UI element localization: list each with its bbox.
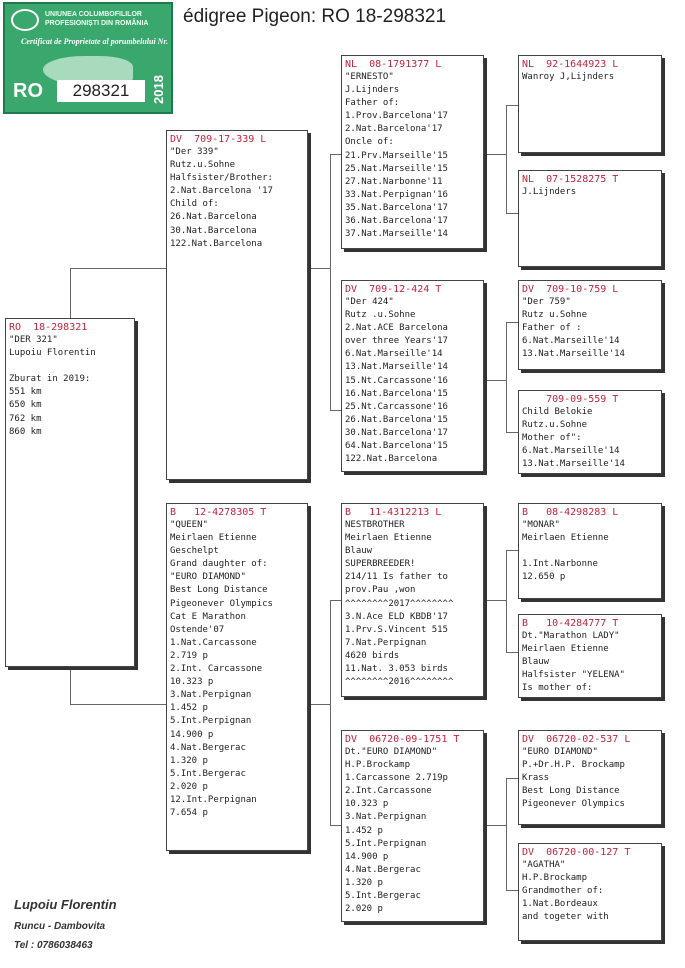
ring-number: DV 709-12-424 T — [345, 284, 442, 295]
owner-name: Lupoiu Florentin — [14, 897, 117, 912]
ring-number: B 10-4284777 T — [522, 618, 619, 629]
pedigree-line: "MONAR" — [522, 520, 560, 530]
pedigree-line: Cat E Marathon — [170, 611, 246, 622]
sire-dam-dam-card — [518, 390, 662, 474]
pedigree-line: 1.Prv.S.Vincent 515 — [345, 624, 448, 635]
pedigree-line: 16.Nat.Barcelona'15 — [345, 388, 448, 399]
pedigree-line: 1.320 p — [345, 877, 383, 888]
pigeon-details — [522, 296, 658, 361]
pedigree-line: Child of: — [170, 199, 219, 210]
pedigree-line: Meirlaen Etienne — [522, 644, 609, 655]
dam-sire-dam-card — [518, 614, 662, 698]
pedigree-line: 5.Int.Perpignan — [345, 838, 427, 849]
pedigree-line: 6.Nat.Marseille'14 — [345, 349, 443, 360]
pedigree-line: 4.Nat.Bergerac — [345, 864, 421, 875]
ring-number: DV 06720-00-127 T — [522, 847, 631, 858]
dam-sire-sire-card — [518, 503, 662, 599]
pedigree-line: 12.650 p — [522, 572, 566, 583]
pigeon-details — [345, 746, 480, 916]
ring-number: NL 07-1528275 T — [522, 174, 619, 185]
pigeon-details — [345, 71, 480, 241]
pigeon-details — [522, 859, 658, 924]
certificate-stamp — [3, 2, 173, 114]
pedigree-line: 6.Nat.Marseille'14 — [522, 336, 620, 347]
pedigree-line: 11.Nat. 3.053 birds — [345, 664, 448, 675]
pedigree-line: Father of: — [345, 98, 400, 109]
pedigree-line: Rutz u.Sohne — [522, 310, 588, 321]
pedigree-line: Meirlaen Etienne — [345, 533, 432, 544]
certificate-header: UNIUNEA COLUMBOFILILOR PROFESIONIȘTI DIN ROMÂNIA — [45, 11, 149, 27]
page-title: édigree Pigeon: RO 18-298321 — [183, 6, 447, 27]
sire-sire-sire-card — [518, 55, 662, 153]
pedigree-line: 4.Nat.Bergerac — [170, 742, 246, 753]
certificate-subtitle: Certificat de Proprietate al porumbelului Nr. — [21, 37, 169, 46]
pedigree-line: Halfsister "YELENA" — [522, 670, 625, 681]
pedigree-line: Ostende'07 — [170, 624, 225, 635]
certificate-number: 298321 — [57, 80, 145, 102]
pedigree-line: "EURO DIAMOND" — [522, 747, 598, 757]
pigeon-details — [522, 746, 658, 811]
pedigree-line: 1.Nat.Bordeaux — [522, 899, 598, 910]
pedigree-line: 2.Nat.Barcelona '17 — [170, 186, 273, 197]
pedigree-line: Pigeonever Olympics — [170, 598, 273, 609]
pedigree-line: Rutz .u.Sohne — [345, 310, 416, 321]
pedigree-line: 35.Nat.Barcelona'17 — [345, 202, 448, 213]
sire-sire-card — [341, 55, 484, 249]
pedigree-line: 13.Nat.Marseille'14 — [522, 459, 625, 470]
pedigree-line: 4620 birds — [345, 650, 400, 661]
dam-dam-card — [341, 730, 484, 922]
pedigree-line: Best Long Distance — [522, 786, 620, 797]
pedigree-line: Zburat in 2019: — [9, 374, 91, 385]
ring-number: NL 92-1644923 L — [522, 59, 619, 70]
ring-number: B 08-4298283 L — [522, 507, 619, 518]
pedigree-line: J.Lijnders — [522, 187, 577, 197]
pedigree-line: J.Lijnders — [345, 85, 400, 96]
pedigree-line: ^^^^^^^^2016^^^^^^^^ — [345, 677, 454, 688]
ring-number: RO 18-298321 — [9, 322, 88, 333]
pedigree-line: 860 km — [9, 426, 42, 437]
ring-number: B 11-4312213 L — [345, 507, 442, 518]
pedigree-line: 10.323 p — [170, 677, 214, 688]
pedigree-line — [9, 360, 131, 373]
owner-phone: Tel : 0786038463 — [14, 940, 93, 951]
pigeon-details — [522, 519, 658, 584]
pedigree-line: Dt."Marathon LADY" — [522, 631, 620, 641]
pedigree-line: 1.Nat.Carcassone — [170, 637, 257, 648]
pedigree-line: 2.Nat.Barcelona'17 — [345, 124, 443, 135]
pedigree-line: 2.020 p — [170, 781, 208, 792]
pedigree-line: Child Belokie — [522, 407, 593, 417]
pedigree-line: 12.Int.Perpignan — [170, 794, 257, 805]
pedigree-line: "DER 321" — [9, 335, 58, 345]
pedigree-line: and togeter with — [522, 912, 609, 923]
dam-dam-dam-card — [518, 843, 662, 941]
pedigree-line: "Der 339" — [170, 147, 219, 157]
pedigree-line: Rutz.u.Sohne — [522, 420, 588, 431]
pedigree-line: 1.Prov.Barcelona'17 — [345, 111, 448, 122]
owner-location: Runcu - Dambovita — [14, 921, 106, 932]
pedigree-line: 37.Nat.Marseille'14 — [345, 229, 448, 240]
pedigree-line: "AGATHA" — [522, 860, 566, 870]
pedigree-line: 10.323 p — [345, 799, 389, 810]
pedigree-line: 14.900 p — [345, 851, 389, 862]
pedigree-line: 2.Nat.ACE Barcelona — [345, 323, 448, 334]
pedigree-line: 25.Nt.Carcassone'16 — [345, 401, 448, 412]
ring-number: DV 709-10-759 L — [522, 284, 619, 295]
pedigree-line: 122.Nat.Barcelona — [345, 454, 438, 465]
pedigree-line: 650 km — [9, 400, 42, 411]
pedigree-line: 21.Prv.Marseille'15 — [345, 150, 448, 161]
pedigree-line: Blauw — [345, 546, 373, 557]
pedigree-line: Pigeonever Olympics — [522, 799, 625, 810]
union-logo-icon — [11, 9, 39, 31]
ring-number: 709-09-559 T — [522, 394, 619, 405]
pedigree-line: Oncle of: — [345, 137, 394, 148]
pedigree-line: 25.Nat.Marseille'15 — [345, 163, 448, 174]
pedigree-line: Mother of": — [522, 433, 582, 444]
pedigree-line: over three Years'17 — [345, 336, 448, 347]
pedigree-line — [522, 545, 658, 558]
pedigree-line: H.P.Brockamp — [522, 873, 588, 884]
pigeon-details — [345, 296, 480, 466]
pedigree-line: 30.Nat.Barcelona'17 — [345, 427, 448, 438]
pedigree-line: 13.Nat.Marseille'14 — [345, 362, 448, 373]
ring-number: DV 06720-09-1751 T — [345, 734, 460, 745]
pedigree-line: 7.654 p — [170, 808, 208, 819]
pedigree-line: 1.Int.Narbonne — [522, 559, 598, 570]
pedigree-line: Blauw — [522, 657, 550, 668]
dam-dam-sire-card — [518, 730, 662, 825]
pedigree-line: 1.Carcassone 2.719p — [345, 773, 448, 784]
pedigree-line: 3.Nat.Perpignan — [170, 690, 252, 701]
pigeon-details — [522, 71, 658, 84]
pedigree-line: 1.452 p — [345, 825, 383, 836]
pigeon-details — [522, 406, 658, 471]
pigeon-details — [170, 519, 304, 820]
pedigree-line: 1.320 p — [170, 755, 208, 766]
pedigree-line: Is mother of: — [522, 683, 593, 694]
pedigree-line: Halfsister/Brother: — [170, 173, 273, 184]
pedigree-line: "EURO DIAMOND" — [170, 572, 246, 583]
pedigree-line: "Der 424" — [345, 297, 394, 307]
pedigree-line: P.+Dr.H.P. Brockamp — [522, 760, 625, 771]
pedigree-line: Grand daughter of: — [170, 559, 268, 570]
pedigree-line: 2.Int.Carcassone — [345, 786, 432, 797]
pedigree-line: Krass — [522, 773, 550, 784]
pedigree-line: NESTBROTHER — [345, 520, 405, 530]
pedigree-line: 14.900 p — [170, 729, 214, 740]
pedigree-line: "ERNESTO" — [345, 72, 394, 82]
dam-sire-card — [341, 503, 484, 697]
pedigree-line: 15.Nt.Carcassone'16 — [345, 375, 448, 386]
pedigree-line: Geschelpt — [170, 546, 219, 557]
pedigree-line: Meirlaen Etienne — [522, 533, 609, 544]
pedigree-line: 5.Int.Bergerac — [345, 891, 421, 902]
pedigree-line: 13.Nat.Marseille'14 — [522, 349, 625, 360]
pedigree-line: 5.Int.Perpignan — [170, 716, 252, 727]
pedigree-line: 2.Int. Carcassone — [170, 664, 263, 675]
sire-dam-sire-card — [518, 280, 662, 370]
pigeon-details — [522, 630, 658, 695]
certificate-year: 2018 — [151, 75, 166, 104]
pigeon-details — [522, 186, 658, 199]
pedigree-line: Wanroy J,Lijnders — [522, 72, 615, 82]
pedigree-line: 551 km — [9, 387, 42, 398]
pedigree-line: H.P.Brockamp — [345, 760, 411, 771]
ring-number: B 12-4278305 T — [170, 507, 267, 518]
pigeon-details — [9, 334, 131, 439]
pedigree-line: 3.N.Ace ELD KBDB'17 — [345, 611, 448, 622]
pedigree-line: Grandmother of: — [522, 886, 604, 897]
pedigree-line: 7.Nat.Perpignan — [345, 637, 427, 648]
sire-sire-dam-card — [518, 170, 662, 267]
pedigree-line: "Der 759" — [522, 297, 571, 307]
pedigree-line: 5.Int.Bergerac — [170, 768, 246, 779]
pedigree-line: Dt."EURO DIAMOND" — [345, 747, 438, 757]
ring-number: DV 709-17-339 L — [170, 134, 267, 145]
pedigree-line: 214/11 Is father to — [345, 572, 448, 583]
pedigree-line: 26.Nat.Barcelona'15 — [345, 414, 448, 425]
subject-pigeon-card — [5, 318, 135, 667]
pedigree-line: 36.Nat.Barcelona'17 — [345, 216, 448, 227]
pedigree-line: 27.Nat.Narbonne'11 — [345, 176, 443, 187]
pedigree-line: 2.719 p — [170, 650, 208, 661]
pedigree-line: prov.Pau ,won — [345, 585, 416, 596]
pedigree-line: Meirlaen Etienne — [170, 533, 257, 544]
pedigree-line: ^^^^^^^^2017^^^^^^^^ — [345, 598, 454, 609]
pedigree-line: 1.452 p — [170, 703, 208, 714]
pedigree-line: SUPERBREEDER! — [345, 559, 416, 570]
pigeon-details — [170, 146, 304, 251]
pedigree-line: 3.Nat.Perpignan — [345, 812, 427, 823]
pedigree-line: 26.Nat.Barcelona — [170, 212, 257, 223]
pedigree-line: 2.020 p — [345, 904, 383, 915]
pedigree-line: 122.Nat.Barcelona — [170, 238, 263, 249]
pigeon-details — [345, 519, 480, 689]
pedigree-line: 33.Nat.Perpignan'16 — [345, 189, 448, 200]
pedigree-line: 762 km — [9, 413, 42, 424]
dam-card — [166, 503, 308, 851]
pedigree-line: Best Long Distance — [170, 585, 268, 596]
sire-dam-card — [341, 280, 484, 472]
pedigree-line: 64.Nat.Barcelona'15 — [345, 441, 448, 452]
certificate-country: RO — [13, 80, 43, 102]
sire-card — [166, 130, 308, 480]
pedigree-line: Lupoiu Florentin — [9, 348, 96, 359]
pedigree-line: 30.Nat.Barcelona — [170, 225, 257, 236]
pedigree-line: 6.Nat.Marseille'14 — [522, 446, 620, 457]
pedigree-line: Father of : — [522, 323, 582, 334]
pedigree-line: Rutz.u.Sohne — [170, 160, 236, 171]
pedigree-line: "QUEEN" — [170, 520, 208, 530]
ring-number: NL 08-1791377 L — [345, 59, 442, 70]
ring-number: DV 06720-02-537 L — [522, 734, 631, 745]
